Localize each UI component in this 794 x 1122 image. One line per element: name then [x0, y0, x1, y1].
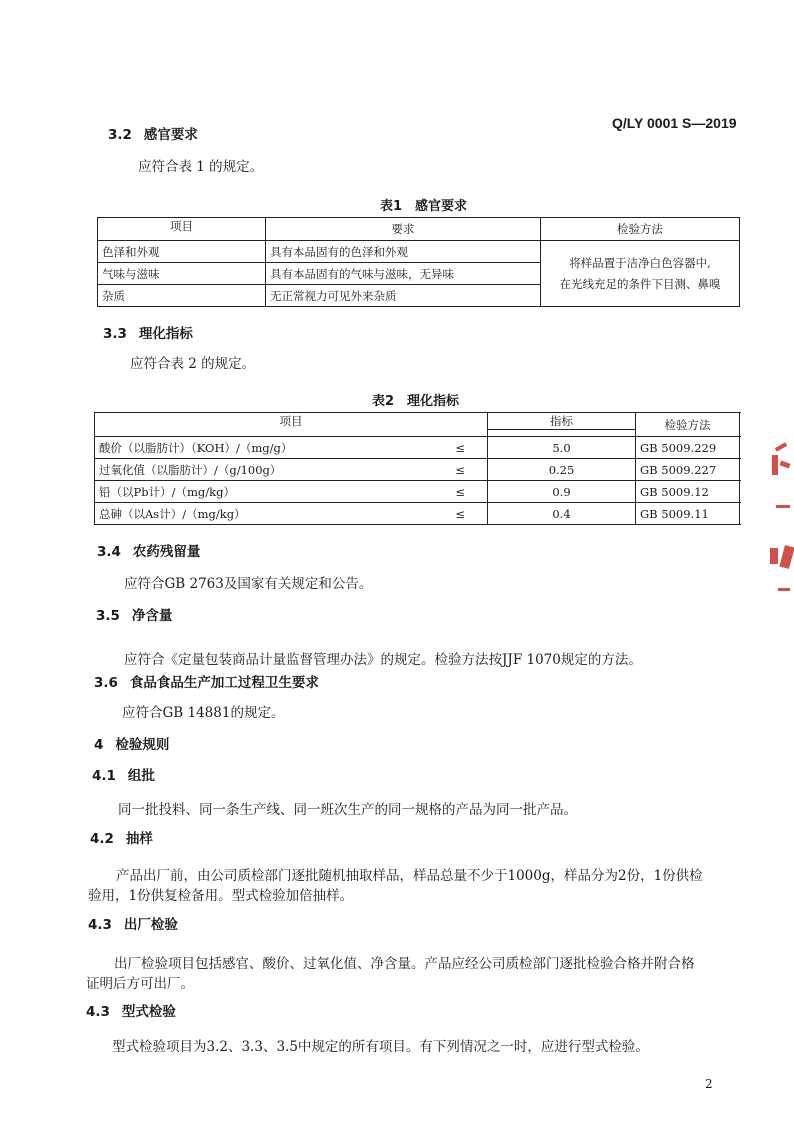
table-cell: 铅（以Pb计）/（mg/kg）	[95, 481, 345, 503]
section-4-1-text: 同一批投料、同一条生产线、同一班次生产的同一规格的产品为同一批产品。	[118, 802, 577, 818]
section-title: 抽样	[125, 831, 153, 847]
section-number: 3.3	[103, 326, 127, 342]
table2	[94, 412, 740, 525]
table-row	[98, 241, 740, 263]
table-header-row	[95, 413, 740, 430]
section-number: 3.6	[94, 675, 118, 691]
section-title: 型式检验	[121, 1004, 176, 1020]
table-cell: 酸价（以脂肪计）（KOH）/（mg/g）	[95, 437, 345, 459]
table2-caption: 表2 理化指标	[372, 394, 460, 409]
section-3-4-heading	[97, 540, 200, 560]
table1-caption: 表1 感官要求	[380, 199, 468, 214]
table-header-method: 检验方法	[541, 218, 740, 241]
table-cell-symbol: ≤	[345, 459, 488, 481]
table-cell: 色泽和外观	[98, 241, 266, 263]
table-cell: GB 5009.227	[636, 459, 740, 481]
table-row	[95, 437, 740, 459]
table-cell-symbol: ≤	[345, 481, 488, 503]
table-cell: 具有本品固有的色泽和外观	[266, 241, 541, 263]
section-number: 4.1	[92, 768, 116, 784]
section-title: 理化指标	[138, 326, 193, 342]
section-number: 4.2	[90, 831, 114, 847]
section-4-2-heading	[90, 827, 153, 847]
section-title: 食品食品生产加工过程卫生要求	[129, 675, 319, 691]
section-3-2-text: 应符合表 1 的规定。	[138, 159, 264, 175]
section-4-3-type-heading	[86, 1000, 176, 1020]
table-cell: 0.25	[488, 459, 636, 481]
table-header-index: 指标	[488, 413, 636, 430]
table-cell: 无正常视力可见外来杂质	[266, 285, 541, 307]
section-3-3-heading	[103, 322, 193, 342]
section-title: 出厂检验	[123, 917, 178, 933]
page-number: 2	[705, 1077, 713, 1091]
section-number: 4	[94, 737, 104, 753]
table-cell: 0.9	[488, 481, 636, 503]
section-4-heading	[94, 733, 169, 753]
table-cell: 5.0	[488, 437, 636, 459]
table-cell: GB 5009.11	[636, 503, 740, 525]
table-header-item: 项目	[98, 218, 266, 235]
table-cell-symbol: ≤	[345, 437, 488, 459]
section-4-3-factory-line1: 出厂检验项目包括感官、酸价、过氧化值、净含量。产品应经公司质检部门逐批检验合格并附合格	[114, 956, 695, 972]
table-header-method: 检验方法	[636, 413, 740, 437]
table-cell: 具有本品固有的气味与滋味，无异味	[266, 263, 541, 285]
table-row	[95, 481, 740, 503]
section-3-5-text: 应符合《定量包装商品计量监督管理办法》的规定。检验方法按JJF 1070规定的方法。	[124, 652, 642, 668]
section-4-3-type-text: 型式检验项目为3.2、3.3、3.5中规定的所有项目。有下列情况之一时，应进行型式检验。	[112, 1039, 649, 1055]
table1	[97, 217, 740, 307]
section-number: 3.5	[96, 608, 120, 624]
section-4-1-heading	[92, 764, 155, 784]
table-cell: 过氧化值（以脂肪计）/（g/100g）	[95, 459, 345, 481]
section-4-2-line2: 验用，1份供复检备用。型式检验加倍抽样。	[88, 888, 354, 904]
section-title: 净含量	[131, 608, 173, 624]
section-4-3-factory-heading	[88, 913, 178, 933]
table-header-item: 项目	[95, 413, 488, 430]
section-title: 农药残留量	[132, 544, 201, 560]
table-cell: 0.4	[488, 503, 636, 525]
document-code: Q/LY 0001 S—2019	[612, 115, 737, 131]
section-title: 感官要求	[143, 127, 198, 143]
table-cell: GB 5009.12	[636, 481, 740, 503]
table-header-row	[98, 218, 740, 235]
section-3-5-heading	[96, 604, 172, 624]
method-line: 在光线充足的条件下目测、鼻嗅	[559, 276, 721, 291]
table-row	[95, 459, 740, 481]
section-title: 检验规则	[115, 737, 170, 753]
section-number: 3.4	[97, 544, 121, 560]
section-3-3-text: 应符合表 2 的规定。	[130, 356, 256, 372]
section-number: 3.2	[108, 127, 132, 143]
table-cell-symbol: ≤	[345, 503, 488, 525]
method-line: 将样品置于洁净白色容器中,	[569, 255, 711, 270]
table-header-requirement: 要求	[266, 218, 541, 241]
section-title: 组批	[127, 768, 155, 784]
section-4-3-factory-line2: 证明后方可出厂。	[86, 976, 194, 992]
table-cell-method	[541, 241, 740, 307]
section-4-2-line1: 产品出厂前，由公司质检部门逐批随机抽取样品，样品总量不少于1000g，样品分为2份，1份供检	[116, 868, 703, 884]
section-3-6-heading	[94, 671, 319, 691]
section-3-6-text: 应符合GB 14881的规定。	[122, 705, 285, 721]
section-number: 4.3	[86, 1004, 110, 1020]
table-row	[95, 503, 740, 525]
table-cell: 气味与滋味	[98, 263, 266, 285]
section-3-2-heading	[108, 123, 198, 143]
section-3-4-text: 应符合GB 2763及国家有关规定和公告。	[124, 576, 373, 592]
table-cell: 总砷（以As计）/（mg/kg）	[95, 503, 345, 525]
table-cell: GB 5009.229	[636, 437, 740, 459]
section-number: 4.3	[88, 917, 112, 933]
table-cell: 杂质	[98, 285, 266, 307]
